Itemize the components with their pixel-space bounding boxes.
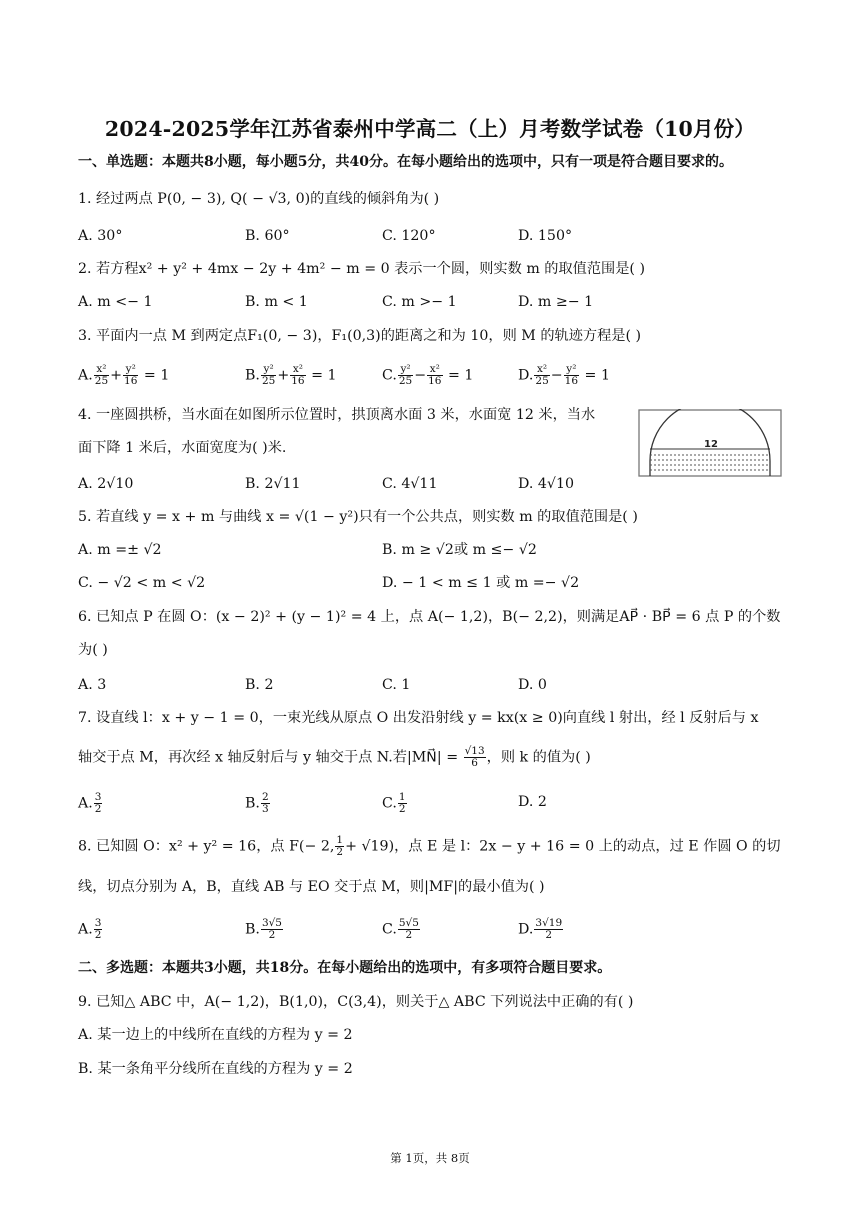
option-letter: B. <box>245 921 260 938</box>
question-1-option-b: B. 60° <box>245 228 290 244</box>
numerator: y² <box>123 364 138 376</box>
question-7-stem-line-2 <box>78 746 591 769</box>
question-1-stem: 1. 经过两点 P(0, − 3), Q( − √3, 0)的直线的倾斜角为( ) <box>78 191 440 207</box>
numerator: x² <box>290 364 305 376</box>
fraction <box>335 835 344 858</box>
fraction <box>94 792 103 815</box>
fraction <box>564 364 579 387</box>
question-7-option-d: D. 2 <box>518 794 547 810</box>
fraction <box>261 792 270 815</box>
fraction <box>398 364 413 387</box>
question-1-option-a: A. 30° <box>78 228 123 244</box>
question-1-option-c: C. 120° <box>382 228 436 244</box>
question-6-option-d: D. 0 <box>518 677 547 693</box>
question-9-option-b: B. 某一条角平分线所在直线的方程为 y = 2 <box>78 1061 353 1077</box>
question-5-option-b: B. m ≥ √2或 m ≤− √2 <box>382 542 537 558</box>
question-4-option-a: A. 2√10 <box>78 476 134 492</box>
numerator: 3 <box>94 917 102 929</box>
question-6-option-b: B. 2 <box>245 677 274 693</box>
denominator: 16 <box>564 375 579 387</box>
equation-tail: = 1 <box>584 367 610 384</box>
question-4-stem-line-2: 面下降 1 米后，水面宽度为( )米. <box>78 440 287 456</box>
question-5-stem: 5. 若直线 y = x + m 与曲线 x = √(1 − y²)只有一个公共点，则实数 m 的取值范围是( ) <box>78 509 638 525</box>
fraction <box>427 364 442 387</box>
question-8-stem-line-1 <box>78 835 781 858</box>
question-6-option-a: A. 3 <box>78 677 107 693</box>
question-6-option-c: C. 1 <box>382 677 411 693</box>
question-9-stem: 9. 已知△ ABC 中，A(− 1,2)，B(1,0)，C(3,4)，则关于△ ABC 下列说法中正确的有( ) <box>78 994 634 1010</box>
operator: + <box>277 367 290 384</box>
option-letter: B. <box>245 795 260 812</box>
question-3-option-b <box>245 364 337 387</box>
numerator: √13 <box>464 745 485 757</box>
operator: − <box>414 367 427 384</box>
numerator: y² <box>564 364 579 376</box>
option-letter: D. <box>518 367 534 384</box>
question-2-option-a: A. m <− 1 <box>78 294 153 310</box>
stem-text: + √19)，点 E 是 l：2x − y + 16 = 0 上的动点，过 E 作圆 O 的切 <box>345 838 781 855</box>
page-footer: 第 1页，共 8页 <box>390 1151 470 1165</box>
fraction <box>398 792 407 815</box>
equation-tail: = 1 <box>311 367 337 384</box>
question-8-option-b <box>245 918 284 941</box>
numerator: x² <box>94 364 109 376</box>
fraction <box>398 918 420 941</box>
denominator: 16 <box>428 375 442 387</box>
fraction <box>123 364 138 387</box>
denominator: 16 <box>291 375 305 387</box>
numerator: 3 <box>94 791 102 803</box>
fraction <box>261 364 276 387</box>
question-2-option-d: D. m ≥− 1 <box>518 294 594 310</box>
question-5-option-a: A. m =± √2 <box>78 542 162 558</box>
option-letter: A. <box>78 367 93 384</box>
numerator: y² <box>398 364 413 376</box>
numerator: 3√5 <box>261 917 282 929</box>
denominator: 2 <box>268 929 276 941</box>
question-4-option-c: C. 4√11 <box>382 476 438 492</box>
equation-tail: = 1 <box>143 367 170 384</box>
question-4-option-b: B. 2√11 <box>245 476 301 492</box>
question-3-stem: 3. 平面内一点 M 到两定点F₁(0, − 3)，F₁(0,3)的距离之和为 10，则 M 的轨迹方程是( ) <box>78 328 642 344</box>
question-7-option-b <box>245 792 271 815</box>
question-8-option-c <box>382 918 421 941</box>
denominator: 25 <box>261 375 276 387</box>
fraction <box>261 918 283 941</box>
fraction <box>94 918 103 941</box>
question-4-stem-line-1: 4. 一座圆拱桥，当水面在如图所示位置时，拱顶离水面 3 米，水面宽 12 米，当水 <box>78 407 596 423</box>
section-single-choice-heading: 一、单选题：本题共8小题，每小题5分，共40分。在每小题给出的选项中，只有一项是符合题目要求的。 <box>78 154 733 170</box>
question-7-stem-line-1: 7. 设直线 l：x + y − 1 = 0，一束光线从原点 O 出发沿射线 y = kx(x ≥ 0)向直线 l 射出，经 l 反射后与 x <box>78 710 759 726</box>
operator: + <box>110 367 123 384</box>
denominator: 2 <box>398 803 406 815</box>
fraction <box>534 364 549 387</box>
question-8-option-d <box>518 918 564 941</box>
stem-text: 8. 已知圆 O：x² + y² = 16，点 F(− 2, <box>78 838 335 855</box>
stem-text: ，则 k 的值为( ) <box>486 749 591 766</box>
option-letter: C. <box>382 795 397 812</box>
numerator: 1 <box>336 834 344 846</box>
numerator: y² <box>261 364 276 376</box>
fraction <box>94 364 109 387</box>
question-3-option-c <box>382 364 473 387</box>
figure-width-label: 12 <box>704 439 718 450</box>
question-3-option-d <box>518 364 610 387</box>
stem-text: 轴交于点 M，再次经 x 轴反射后与 y 轴交于点 N.若|MN⃗| = <box>78 749 459 766</box>
denominator: 2 <box>94 929 102 941</box>
question-2-option-c: C. m >− 1 <box>382 294 457 310</box>
numerator: x² <box>427 364 442 376</box>
denominator: 2 <box>336 846 344 858</box>
denominator: 2 <box>545 929 553 941</box>
option-letter: D. <box>518 921 534 938</box>
equation-tail: = 1 <box>448 367 474 384</box>
fraction <box>290 364 305 387</box>
question-6-stem-line-2: 为( ) <box>78 642 108 658</box>
question-2-stem: 2. 若方程x² + y² + 4mx − 2y + 4m² − m = 0 表示一个圆，则实数 m 的取值范围是( ) <box>78 261 645 277</box>
operator: − <box>550 367 563 384</box>
question-6-stem-line-1: 6. 已知点 P 在圆 O：(x − 2)² + (y − 1)² = 4 上，点 A(− 1,2)，B(− 2,2)，则满足AP⃗ · BP⃗ = 6 点 P 的个数 <box>78 609 781 625</box>
denominator: 6 <box>471 757 478 769</box>
fraction <box>534 918 563 941</box>
section-multiple-choice-heading: 二、多选题：本题共3小题，共18分。在每小题给出的选项中，有多项符合题目要求。 <box>78 960 612 976</box>
numerator: x² <box>534 364 549 376</box>
question-3-option-a <box>78 364 169 387</box>
denominator: 16 <box>124 375 138 387</box>
denominator: 2 <box>94 803 102 815</box>
fraction <box>464 746 486 769</box>
option-letter: C. <box>382 367 397 384</box>
question-7-option-a <box>78 792 103 815</box>
question-2-option-b: B. m < 1 <box>245 294 308 310</box>
denominator: 2 <box>405 929 413 941</box>
option-letter: A. <box>78 795 93 812</box>
question-5-option-c: C. − √2 < m < √2 <box>78 575 206 591</box>
question-8-stem-line-2: 线，切点分别为 A，B，直线 AB 与 EO 交于点 M，则|MF|的最小值为( ) <box>78 879 545 895</box>
numerator: 5√5 <box>398 917 419 929</box>
option-letter: A. <box>78 921 93 938</box>
numerator: 3√19 <box>535 917 563 929</box>
option-letter: C. <box>382 921 397 938</box>
question-9-option-a: A. 某一边上的中线所在直线的方程为 y = 2 <box>78 1027 353 1043</box>
question-5-option-d: D. − 1 < m ≤ 1 或 m =− √2 <box>382 575 580 591</box>
denominator: 3 <box>261 803 269 815</box>
option-letter: B. <box>245 367 260 384</box>
question-7-option-c <box>382 792 408 815</box>
arch-bridge-figure <box>638 409 782 477</box>
question-4-option-d: D. 4√10 <box>518 476 575 492</box>
question-1-option-d: D. 150° <box>518 228 573 244</box>
numerator: 1 <box>398 791 406 803</box>
exam-title: 2024-2025学年江苏省泰州中学高二（上）月考数学试卷（10月份） <box>104 117 756 141</box>
numerator: 2 <box>261 791 269 803</box>
denominator: 25 <box>94 375 109 387</box>
denominator: 25 <box>398 375 413 387</box>
question-8-option-a <box>78 918 103 941</box>
denominator: 25 <box>535 375 549 387</box>
